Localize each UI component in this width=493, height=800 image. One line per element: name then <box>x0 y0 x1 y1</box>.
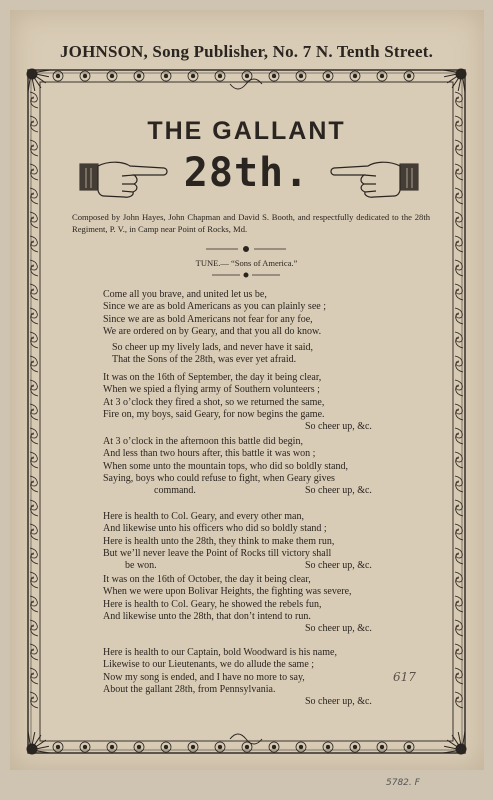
lyric-line: It was on the 16th of September, the day it being clear, <box>103 372 322 383</box>
lyric-line: Since we are as bold Americans as you can plainly see ; <box>103 301 326 313</box>
lyric-line: Here is health to our Captain, bold Woodward is his name, <box>103 647 337 658</box>
lyric-line: be won. <box>125 560 157 572</box>
lyric-line: Saying, boys who could refuse to fight, when Geary gives <box>103 472 335 484</box>
decorative-rule <box>0 270 493 280</box>
lyric-line: command. <box>154 485 196 497</box>
lyric-line: Since we are as bold Americans not fear for any foe, <box>103 313 313 325</box>
publisher-line: JOHNSON, Song Publisher, No. 7 N. Tenth Street. <box>59 42 434 61</box>
lyric-line: It was on the 16th of October, the day it being clear, <box>103 574 311 585</box>
chorus-reference: So cheer up, &c. <box>305 560 372 572</box>
chorus-reference: So cheer up, &c. <box>305 485 372 497</box>
lyric-line: But we’ll never leave the Point of Rocks till victory shall <box>103 547 332 559</box>
pointing-hand-left-icon <box>328 150 420 200</box>
lyric-line: At 3 o’clock they fired a shot, so we returned the same, <box>103 396 325 408</box>
decorative-rule <box>0 244 493 254</box>
lyric-line: Here is health unto the 28th, they think to make them run, <box>103 535 335 547</box>
lyric-line: We are ordered on by Geary, and that you all do know. <box>103 325 322 337</box>
lyric-line: Now my song is ended, and I have no more to say, <box>103 671 305 683</box>
title-line-2: 28th. <box>183 150 310 196</box>
lyric-line: When some unto the mountain tops, who did so boldly stand, <box>103 460 348 472</box>
lyric-line: Here is health to Col. Geary, and every other man, <box>103 511 304 522</box>
lyric-line: About the gallant 28th, from Pennsylvania. <box>103 683 276 695</box>
lyric-line: And less than two hours after, this battle it was won ; <box>103 448 316 460</box>
chorus-reference: So cheer up, &c. <box>305 696 372 708</box>
tune-line: TUNE.— “Sons of America.” <box>195 258 298 268</box>
lyric-line: Here is health to Col. Geary, he showed the rebels fun, <box>103 598 322 610</box>
lyric-line: And likewise unto the 28th, that don’t intend to run. <box>103 610 311 622</box>
lyric-line: When we were upon Bolivar Heights, the fighting was severe, <box>103 586 352 598</box>
catalog-number: 5782. F <box>386 778 420 788</box>
title-line-1: THE GALLANT <box>147 117 346 145</box>
lyric-line: At 3 o’clock in the afternoon this battle did begin, <box>103 436 303 447</box>
lyric-line: That the Sons of the 28th, was ever yet afraid. <box>112 354 297 366</box>
lyric-line: When we spied a flying army of Southern volunteers ; <box>103 384 320 396</box>
handwritten-number: 617 <box>393 670 416 684</box>
lyric-line: And likewise unto his officers who did so boldly stand ; <box>103 523 327 535</box>
lyric-line: So cheer up my lively lads, and never have it said, <box>112 342 314 353</box>
pointing-hand-right-icon <box>78 150 170 200</box>
lyric-line: Fire on, my boys, said Geary, for now begins the game. <box>103 408 325 420</box>
lyric-line: Likewise to our Lieutenants, we do allude the same ; <box>103 659 315 671</box>
dedication-text: Composed by John Hayes, John Chapman and David S. Booth, and respectfully dedicated to the 28th Regiment, P. V., in Camp near Point of Rocks, Md. <box>72 212 430 234</box>
lyric-line: Come all you brave, and united let us be, <box>103 289 267 300</box>
chorus-reference: So cheer up, &c. <box>305 623 372 635</box>
chorus-reference: So cheer up, &c. <box>305 421 372 433</box>
